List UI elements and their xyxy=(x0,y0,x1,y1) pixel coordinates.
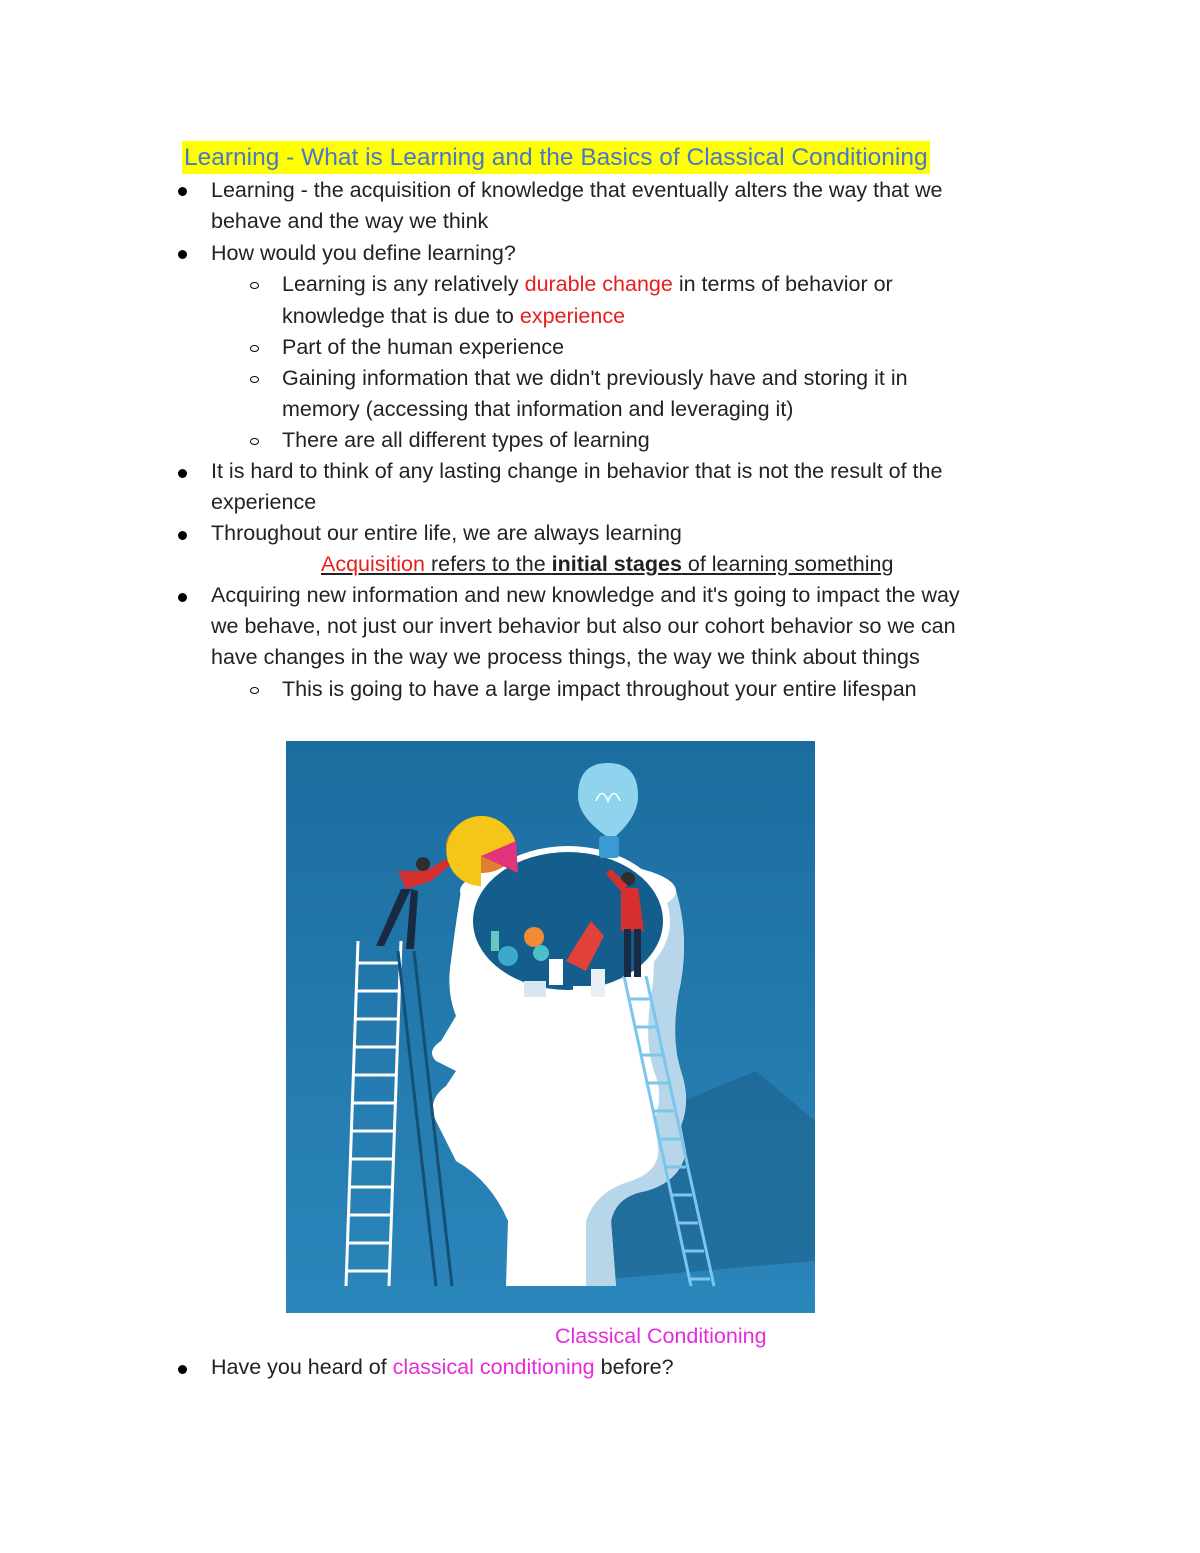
acquisition-term: Acquisition xyxy=(321,552,425,576)
bullet-text-continued: behave and the way we think xyxy=(211,209,489,233)
bullet-text: How would you define learning? xyxy=(211,241,516,265)
sub-bullet-text: There are all different types of learning xyxy=(282,428,650,452)
classical-conditioning-term: classical conditioning xyxy=(392,1355,595,1379)
bullet-text: Acquiring new information and new knowledge and it's going to impact the way xyxy=(211,583,960,607)
bullet-text-continued: have changes in the way we process things, the way we think about things xyxy=(211,645,920,669)
text-run: Learning is any relatively xyxy=(282,272,525,296)
sub-bullet-icon xyxy=(250,376,259,383)
bullet-icon xyxy=(178,250,187,259)
sub-bullet-text: This is going to have a large impact throughout your entire lifespan xyxy=(282,677,917,701)
initial-stages-term: initial stages xyxy=(551,552,682,576)
sub-bullet-text xyxy=(282,269,893,300)
durable-change-term: durable change xyxy=(524,272,673,296)
text-run: before? xyxy=(594,1355,674,1379)
sub-bullet-icon xyxy=(250,282,259,289)
bullet-icon xyxy=(178,469,187,478)
sub-bullet-text: Gaining information that we didn't previously have and storing it in xyxy=(282,366,908,390)
document-title: Learning - What is Learning and the Basics of Classical Conditioning xyxy=(182,141,930,174)
learning-illustration xyxy=(286,741,815,1313)
sub-bullet-text-continued xyxy=(282,301,625,332)
sub-bullet-icon xyxy=(250,687,259,694)
bullet-text-continued: we behave, not just our invert behavior but also our cohort behavior so we can xyxy=(211,614,956,638)
bullet-icon xyxy=(178,531,187,540)
text-run: Have you heard of xyxy=(211,1355,393,1379)
bullet-text-continued: experience xyxy=(211,490,317,514)
acquisition-definition xyxy=(321,549,893,580)
sub-bullet-icon xyxy=(250,345,259,352)
bullet-text: It is hard to think of any lasting change in behavior that is not the result of the xyxy=(211,459,943,483)
bullet-text xyxy=(211,1352,674,1383)
text-run: in terms of behavior or xyxy=(672,272,893,296)
text-run: refers to the xyxy=(424,552,552,576)
text-run: of learning something xyxy=(681,552,894,576)
bullet-icon xyxy=(178,1365,187,1374)
section-heading: Classical Conditioning xyxy=(555,1324,767,1348)
bullet-text: Throughout our entire life, we are always learning xyxy=(211,521,682,545)
bullet-icon xyxy=(178,593,187,602)
text-run: knowledge that is due to xyxy=(282,304,520,328)
sub-bullet-text: Part of the human experience xyxy=(282,335,565,359)
experience-term: experience xyxy=(519,304,626,328)
bullet-icon xyxy=(178,187,187,196)
bullet-text: Learning - the acquisition of knowledge that eventually alters the way that we xyxy=(211,178,943,202)
illustration-graphic xyxy=(286,741,815,1313)
sub-bullet-icon xyxy=(250,438,259,445)
sub-bullet-text-continued: memory (accessing that information and leveraging it) xyxy=(282,397,794,421)
